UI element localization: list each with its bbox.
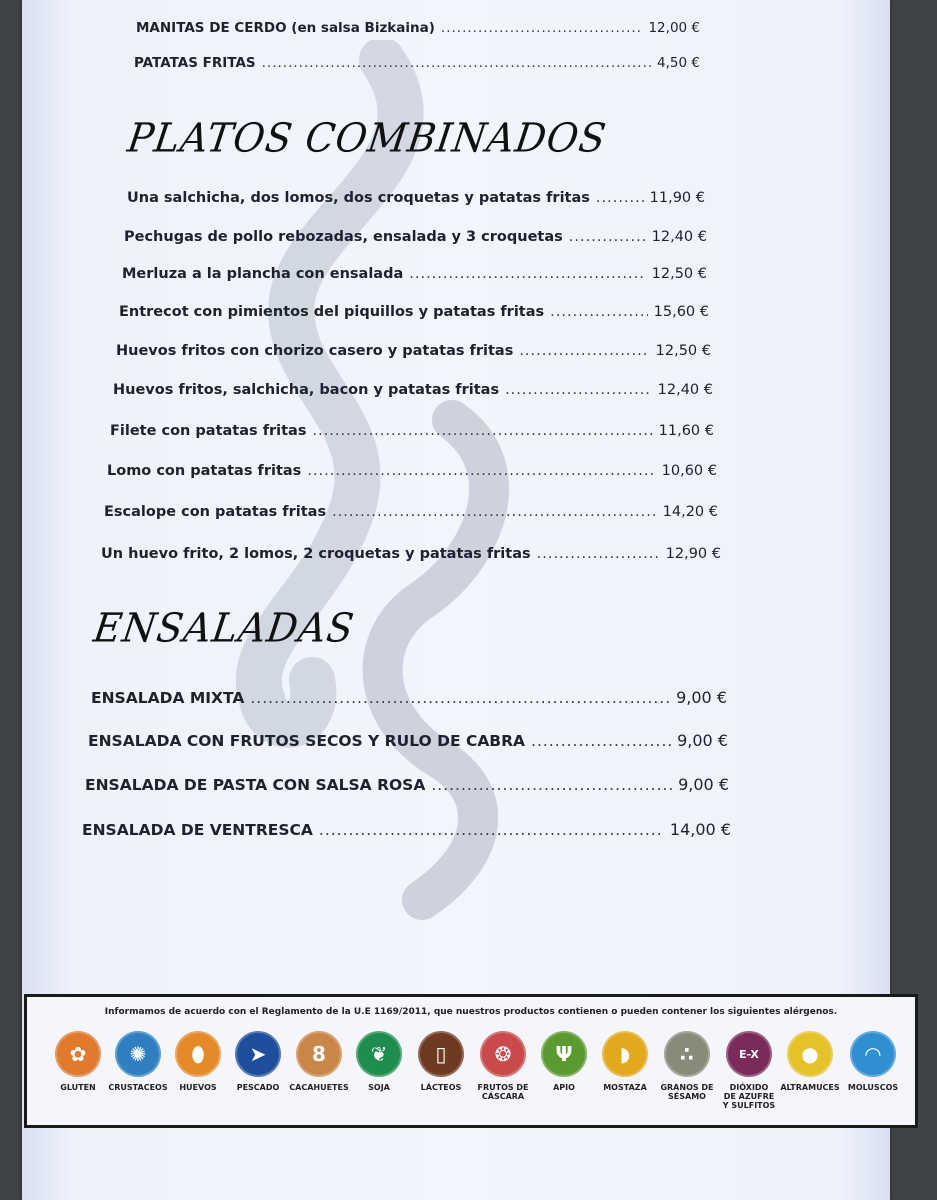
allergen-label: GRANOS DE SÉSAMO xyxy=(660,1083,714,1101)
menu-item-price: 14,20 € xyxy=(662,504,718,520)
leader-dots xyxy=(441,20,643,36)
menu-item xyxy=(127,190,705,206)
leader-dots xyxy=(262,55,651,71)
menu-item xyxy=(107,463,717,479)
leader-dots xyxy=(537,546,660,562)
leader-dots xyxy=(531,732,671,750)
allergen-label: LÁCTEOS xyxy=(420,1083,462,1092)
menu-item-price: 14,00 € xyxy=(669,820,731,839)
allergen-label: HUEVOS xyxy=(179,1083,217,1092)
milk-jug-icon: ▯ xyxy=(418,1031,464,1077)
leader-dots xyxy=(431,776,672,794)
allergen-item xyxy=(288,1031,350,1092)
allergen-label: GLUTEN xyxy=(60,1083,96,1092)
menu-item-name: ENSALADA DE PASTA CON SALSA ROSA xyxy=(85,776,426,794)
menu-item xyxy=(101,546,721,562)
menu-item xyxy=(116,343,711,359)
lupin-icon: ● xyxy=(787,1031,833,1077)
menu-item-name: Una salchicha, dos lomos, dos croquetas y patatas fritas xyxy=(127,190,590,206)
menu-item-price: 12,40 € xyxy=(651,229,707,245)
menu-item xyxy=(104,504,718,520)
allergen-item xyxy=(107,1031,169,1092)
menu-item-price: 12,90 € xyxy=(665,546,721,562)
menu-item-name: Pechugas de pollo rebozadas, ensalada y 3 croquetas xyxy=(124,229,563,245)
allergen-item xyxy=(594,1031,656,1092)
menu-item-price: 4,50 € xyxy=(657,55,700,71)
menu-item xyxy=(124,229,707,245)
celery-icon: Ψ xyxy=(541,1031,587,1077)
menu-item-price: 9,00 € xyxy=(677,731,728,750)
menu-item-price: 12,50 € xyxy=(651,266,707,282)
allergen-item xyxy=(410,1031,472,1092)
menu-item xyxy=(122,266,707,282)
menu-item-price: 11,60 € xyxy=(658,423,714,439)
allergen-notice: Informamos de acuerdo con el Reglamento de la U.E 1169/2011, que nuestros productos contienen o pueden contener los siguientes alérgenos. xyxy=(104,1007,838,1017)
allergen-label: CACAHUETES xyxy=(289,1083,349,1092)
leader-dots xyxy=(569,229,646,245)
menu-item-name: ENSALADA CON FRUTOS SECOS Y RULO DE CABRA xyxy=(88,732,526,750)
menu-item-price: 9,00 € xyxy=(678,775,729,794)
allergen-item xyxy=(718,1031,780,1110)
menu-item xyxy=(82,820,731,839)
sulphite-molecule-icon: E-X xyxy=(726,1031,772,1077)
menu-item-name: Lomo con patatas fritas xyxy=(107,463,302,479)
menu-item xyxy=(134,55,700,71)
allergen-label: ALTRAMUCES xyxy=(780,1083,840,1092)
menu-item xyxy=(113,382,713,398)
leader-dots xyxy=(596,190,644,206)
leader-dots xyxy=(319,821,664,839)
menu-item-name: Merluza a la plancha con ensalada xyxy=(122,266,404,282)
allergen-info-box xyxy=(24,994,918,1128)
menu-item-name: PATATAS FRITAS xyxy=(134,55,256,71)
brush-stroke-watermark xyxy=(122,40,572,940)
menu-item-name: MANITAS DE CERDO (en salsa Bizkaina) xyxy=(136,20,435,36)
sesame-icon: ∴ xyxy=(664,1031,710,1077)
menu-item-price: 10,60 € xyxy=(661,463,717,479)
menu-item xyxy=(85,775,729,794)
nut-icon: ❂ xyxy=(480,1031,526,1077)
allergen-label: APIO xyxy=(553,1083,575,1092)
menu-item-name: ENSALADA MIXTA xyxy=(91,689,245,707)
menu-item-name: Escalope con patatas fritas xyxy=(104,504,327,520)
allergen-label: FRUTOS DE CÁSCARA xyxy=(477,1083,529,1101)
heading-ensaladas: ENSALADAS xyxy=(90,604,358,652)
allergen-label: PESCADO xyxy=(236,1083,280,1092)
allergen-label: MOSTAZA xyxy=(603,1083,647,1092)
allergen-item xyxy=(779,1031,841,1092)
allergen-item xyxy=(533,1031,595,1092)
allergen-icons xyxy=(47,1031,907,1127)
menu-item xyxy=(91,688,727,707)
allergen-item xyxy=(842,1031,904,1092)
allergen-item xyxy=(348,1031,410,1092)
menu-item xyxy=(110,423,714,439)
menu-item-price: 9,00 € xyxy=(676,688,727,707)
leader-dots xyxy=(332,504,657,520)
menu-item-price: 12,00 € xyxy=(648,20,700,36)
allergen-label: DIÓXIDO DE AZUFRE Y SULFITOS xyxy=(722,1083,776,1110)
menu-item xyxy=(136,20,700,36)
eggs-icon: ⬮ xyxy=(175,1031,221,1077)
allergen-label: SOJA xyxy=(368,1083,390,1092)
menu-item-price: 15,60 € xyxy=(653,304,709,320)
menu-item xyxy=(119,304,709,320)
allergen-item xyxy=(472,1031,534,1101)
leader-dots xyxy=(409,266,645,282)
fish-icon: ➤ xyxy=(235,1031,281,1077)
leader-dots xyxy=(250,689,670,707)
menu-item-name: Un huevo frito, 2 lomos, 2 croquetas y patatas fritas xyxy=(101,546,531,562)
menu-item-price: 12,40 € xyxy=(657,382,713,398)
allergen-label: CRUSTACEOS xyxy=(108,1083,168,1092)
wheat-icon: ✿ xyxy=(55,1031,101,1077)
allergen-item xyxy=(227,1031,289,1092)
menu-item-name: ENSALADA DE VENTRESCA xyxy=(82,821,313,839)
allergen-item xyxy=(167,1031,229,1092)
mustard-icon: ◗ xyxy=(602,1031,648,1077)
leader-dots xyxy=(307,463,655,479)
allergen-label: MOLUSCOS xyxy=(847,1083,899,1092)
crab-icon: ✺ xyxy=(115,1031,161,1077)
menu-item-name: Huevos fritos con chorizo casero y patatas fritas xyxy=(116,343,514,359)
shell-icon: ◠ xyxy=(850,1031,896,1077)
menu-item-name: Entrecot con pimientos del piquillos y patatas fritas xyxy=(119,304,545,320)
leader-dots xyxy=(312,423,652,439)
soy-icon: ❦ xyxy=(356,1031,402,1077)
menu-item-name: Huevos fritos, salchicha, bacon y patatas fritas xyxy=(113,382,500,398)
menu-item-name: Filete con patatas fritas xyxy=(110,423,307,439)
allergen-item xyxy=(47,1031,109,1092)
allergen-item xyxy=(656,1031,718,1101)
menu-item-price: 12,50 € xyxy=(655,343,711,359)
leader-dots xyxy=(505,382,652,398)
heading-platos-combinados: PLATOS COMBINADOS xyxy=(124,114,610,162)
menu-item xyxy=(88,731,728,750)
leader-dots xyxy=(550,304,647,320)
leader-dots xyxy=(519,343,649,359)
menu-item-price: 11,90 € xyxy=(649,190,705,206)
peanut-icon: 8 xyxy=(296,1031,342,1077)
